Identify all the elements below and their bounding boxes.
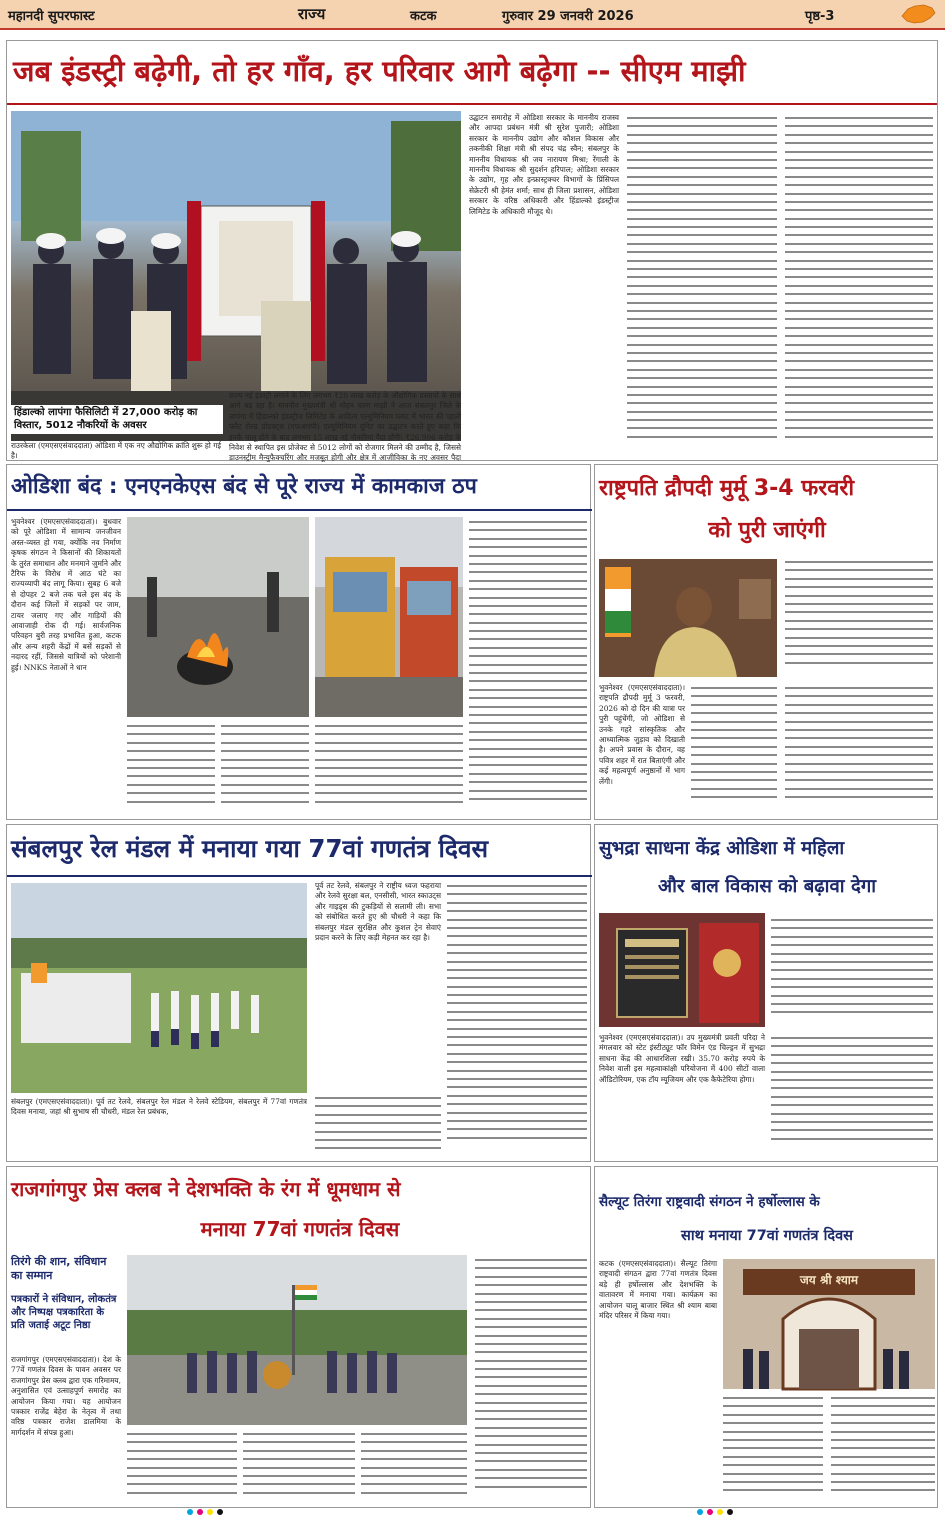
story-cm-majhi-col1: राज्य नई इंडस्ट्री लगाने के लिए लगभग ₹20 लाख करोड़ के औद्योगिक प्रस्तावों के साथ आगे बढ़ रहा है। माननीय मुख्यमंत्री श्री मोहन चरण माझी ने आज संबलपुर जिले के लापंगा में हिंडाल्को इंडस्ट्रीज लिमिटेड के आदित्य एल्युमिनियम प्लांट में भारत की पहली फ्लैट रोल्ड प्रोडक्ट्स (एफआरपी) एल्युमिनियम यूनिट का उद्घाटन करते हुए कहा कि इनके चालू होने के बाद लगभग 15 लाख नई नौकरियां पैदा होंगी। ₹26,996 करोड़ के निवेश से स्थापित इस प्रोजेक्ट से 5012 लोगों को रोजगार मिलने की उम्मीद है, जिससे डाउनस्ट्रीम मैन्युफैक्चरिंग और मजबूत होगी और क्षेत्र में आजीविका के नए अवसर पैदा	[229, 391, 461, 463]
story-sambalpur-rail-col3	[315, 1097, 441, 1157]
story-subhadra-col1: भुवनेश्वर (एमएसएसंवाददाता)। उप मुख्यमंत्री प्रवती परिदा ने मंगलवार को स्टेट इंस्टीट्यूट फॉर विमेन एंड चिल्ड्रन में सुभद्रा साधना केंद्र की आधारशिला रखी। 35.70 करोड़ रुपये के निवेश वाली इस महत्वाकांक्षी परियोजना में 400 सीटों वाला ऑडिटोरियम, एक टॉय म्यूजियम और एक कैफेटेरिया होगा।	[599, 1033, 765, 1084]
foundation-stone-photo	[599, 913, 765, 1027]
story-cm-majhi-intro: राउरकेला (एमएसएसंवाददाता) ओडिशा में एक नए औद्योगिक क्रांति शुरू हो गई है।	[11, 441, 221, 461]
story-president-col3	[785, 561, 933, 679]
story-salute-tiranga-col2	[723, 1397, 823, 1503]
story-salute-tiranga-col3	[831, 1397, 935, 1503]
president-murmu-photo	[599, 559, 777, 677]
story-salute-tiranga	[594, 1166, 938, 1508]
story-odisha-bandh-col3	[221, 725, 309, 815]
story-odisha-bandh	[6, 464, 591, 820]
story-cm-majhi-col4	[785, 117, 933, 455]
story-subhadra-headline-1: सुभद्रा साधना केंद्र ओडिशा में महिला	[599, 838, 845, 859]
story-odisha-bandh-col5	[469, 521, 587, 815]
story-rajgangpur-col2	[127, 1433, 237, 1503]
story-salute-tiranga-headline-1: सैल्यूट तिरंगा राष्ट्रवादी संगठन ने हर्षोल्लास के	[599, 1194, 820, 1210]
story-cm-majhi-col3	[627, 117, 777, 455]
story-sambalpur-rail-headline: संबलपुर रेल मंडल में मनाया गया 77वां गणतंत्र दिवस	[11, 834, 489, 863]
story-president-col1: भुवनेश्वर (एमएसएसंवाददाता)। राष्ट्रपति द्रौपदी मुर्मू 3 फरवरी, 2026 को दो दिन की यात्रा पर पुरी पहुंचेंगी, जो ओडिशा से उनके गहरे सांस्कृतिक और आध्यात्मिक जुड़ाव को दिखाती है। अपने प्रवास के दौरान, वह पवित्र शहर में रात बिताएंगी और कई महत्वपूर्ण अनुष्ठानों में भाग लेंगी।	[599, 683, 685, 786]
story-sambalpur-rail-caption: संबलपुर (एमएसएसंवाददाता)। पूर्व तट रेलवे, संबलपुर रेल मंडल ने रेलवे स्टेडियम, संबलपुर में 77वां गणतंत्र दिवस मनाया, जहां श्री सुभाष सी चौधरी, मंडल रेल प्रबंधक,	[11, 1097, 307, 1117]
story-cm-majhi	[6, 40, 938, 461]
story-cm-majhi-col2: उद्घाटन समारोह में ओडिशा सरकार के माननीय राजस्व और आपदा प्रबंधन मंत्री श्री सुरेश पुजारी; ओडिशा सरकार के माननीय उद्योग और कौशल विकास और तकनीकी शिक्षा मंत्री श्री संपद चंद्र स्वैन; संबलपुर के माननीय विधायक श्री जय नारायण मिश्रा; रेंगाली के माननीय विधायक श्री सुदर्शन हरिपाल; ओडिशा सरकार के उद्योग, गृह और इन्फ्रास्ट्रक्चर विभागों के प्रिंसिपल सेक्रेटरी श्री हेमंत शर्मा; साथ ही जिला प्रशासन, ओडिशा सरकार के वरिष्ठ अधिकारी और हिंडाल्को इंडस्ट्रीज लिमिटेड के अधिकारी मौजूद थे।	[469, 113, 619, 216]
bandh-trucks-photo	[315, 517, 463, 717]
story-rajgangpur-col4	[361, 1433, 467, 1503]
story-salute-tiranga-col1: कटक (एमएसएसंवाददाता)। सैल्यूट तिरंगा राष्ट्रवादी संगठन द्वारा 77वां गणतंत्र दिवस बड़े ही हर्षोल्लास और देशभक्ति के वातावरण में मनाया गया। कार्यक्रम का आयोजन चालू बाजार स्थित श्री श्याम बाबा मंदिर परिसर में किया गया।	[599, 1259, 717, 1321]
section-name: राज्य	[298, 5, 326, 23]
story-sambalpur-rail	[6, 824, 591, 1162]
story-rajgangpur-col5	[475, 1259, 587, 1503]
story-subhadra-col3	[771, 1037, 933, 1157]
story-rajgangpur-headline-1: राजगांगपुर प्रेस क्लब ने देशभक्ति के रंग में धूमधाम से	[11, 1177, 401, 1201]
story-rajgangpur-col1: राजगांगपुर (एमएसएसंवाददाता)। देश के 77वें गणतंत्र दिवस के पावन अवसर पर राजगांगपुर प्रेस क्लब द्वारा एक गरिमामय, अनुशासित एवं उत्साहपूर्ण समारोह का आयोजन किया गया। यह आयोजन पत्रकार राजेंद्र बेहेरा के नेतृत्व में तथा वरिष्ठ पत्रकार राजेश डालमिया के मार्गदर्शन में संपन्न हुआ।	[11, 1355, 121, 1437]
story-rajgangpur-col3	[243, 1433, 355, 1503]
story-president-headline-1: राष्ट्रपति द्रौपदी मुर्मू 3-4 फरवरी	[599, 476, 855, 501]
shyam-mandir-photo	[723, 1259, 935, 1389]
story-cm-majhi-caption: हिंडाल्को लापंगा फैसिलिटी में 27,000 करोड़ का विस्तार, 5012 नौकरियों के अवसर	[11, 405, 223, 434]
story-odisha-bandh-col2	[127, 725, 215, 815]
issue-date: गुरुवार 29 जनवरी 2026	[502, 9, 634, 24]
story-subhadra-col2	[771, 919, 933, 1031]
story-rajgangpur-press-club	[6, 1166, 591, 1508]
page-number: पृष्ठ-3	[805, 9, 835, 24]
odisha-map-icon	[899, 2, 937, 26]
story-rajgangpur-headline-2: मनाया 77वां गणतंत्र दिवस	[200, 1217, 400, 1241]
bandh-tyre-burning-photo	[127, 517, 309, 717]
masthead	[0, 0, 945, 30]
story-president-col4	[785, 687, 933, 815]
story-odisha-bandh-headline: ओडिशा बंद : एनएनकेएस बंद से पूरे राज्य में कामकाज ठप	[11, 474, 477, 499]
city-name: कटक	[410, 9, 437, 24]
registration-marks	[0, 1508, 945, 1516]
story-subhadra-headline-2: और बाल विकास को बढ़ावा देगा	[657, 876, 877, 897]
temple-sign: जय श्री श्याम	[799, 1273, 859, 1287]
paper-name: महानदी सुपरफास्ट	[8, 9, 95, 24]
story-cm-majhi-headline: जब इंडस्ट्री बढ़ेगी, तो हर गाँव, हर परिवार आगे बढ़ेगा -- सीएम माझी	[13, 54, 746, 88]
story-rajgangpur-subhead: तिरंगे की शान, संविधान का सम्मान	[11, 1255, 107, 1283]
republic-day-parade-photo	[11, 883, 307, 1093]
story-salute-tiranga-headline-2: साथ मनाया 77वां गणतंत्र दिवस	[681, 1228, 853, 1244]
story-president-headline-2: को पुरी जाएंगी	[708, 518, 826, 543]
story-sambalpur-rail-col1: पूर्व तट रेलवे, संबलपुर ने राष्ट्रीय ध्वज फहराया और रेलवे सुरक्षा बल, एनसीसी, भारत स्काउट्स और गाइड्स की टुकड़ियों से सलामी ली। सभा को संबोधित करते हुए श्री चौधरी ने कहा कि संबलपुर मंडल सुरक्षित और कुशल ट्रेन सेवाएं प्रदान करने के लिए कड़ी मेहनत कर रहा है।	[315, 881, 441, 943]
story-subhadra-sadhana	[594, 824, 938, 1162]
press-club-flag-hoisting-photo	[127, 1255, 467, 1425]
story-odisha-bandh-col1: भुवनेश्वर (एमएसएसंवाददाता)। बुधवार को पूरे ओडिशा में सामान्य जनजीवन अस्त-व्यस्त हो गया, क्योंकि नव निर्माण कृषक संगठन ने किसानों की शिकायतों के तुरंत समाधान और मनमाने जुर्माने और टैरिफ के विरोध में आठ घंटे का राज्यव्यापी बंद लागू किया। सुबह 6 बजे से दोपहर 2 बजे तक चले इस बंद के दौरान कई जिलों में सड़कों पर जाम, टायर जलाए गए और गाड़ियों की आवाजाही रोक दी गई। सार्वजनिक परिवहन बुरी तरह प्रभावित हुआ, कटक और अन्य शहरी केंद्रों में बसें सड़कों से नदारद रहीं, जिससे यात्रियों को परेशानी हुई। NNKS नेताओं ने धान	[11, 517, 121, 672]
story-odisha-bandh-col4	[315, 725, 463, 815]
story-sambalpur-rail-col2	[447, 885, 587, 1157]
story-rajgangpur-subhead-2: पत्रकारों ने संविधान, लोकतंत्र और निष्पक्ष पत्रकारिता के प्रति जताई अटूट निष्ठा	[11, 1294, 117, 1331]
story-president-murmu	[594, 464, 938, 820]
story-president-col2	[691, 687, 777, 815]
